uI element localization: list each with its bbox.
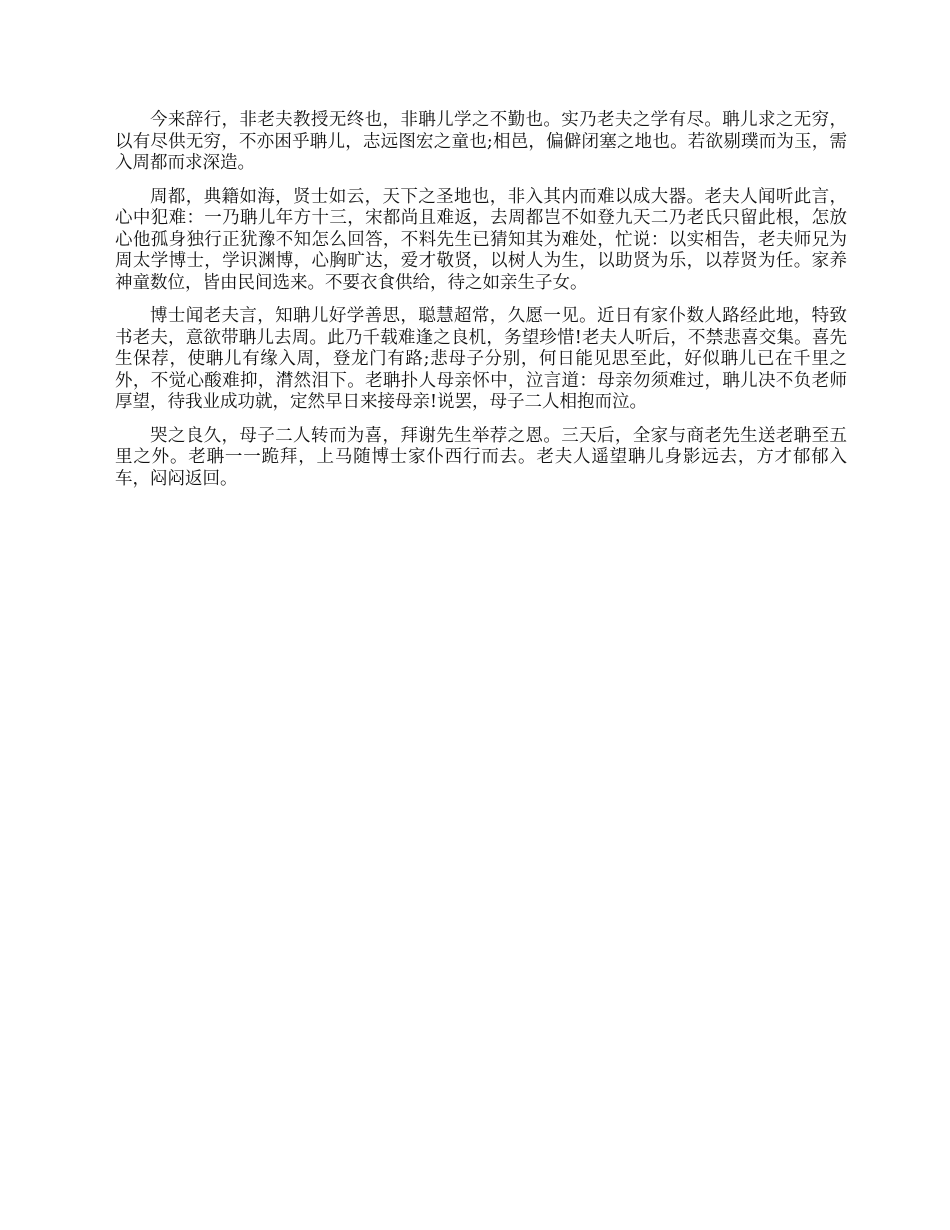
paragraph-4: 哭之良久，母子二人转而为喜，拜谢先生举荐之恩。三天后，全家与商老先生送老聃至五里之外。老聃一一跪拜，上马随博士家仆西行而去。老夫人遥望聃儿身影远去，方才郁郁入车，闷闷返回。 (115, 425, 847, 489)
document-body (115, 110, 847, 502)
paragraph-2: 周都，典籍如海，贤士如云，天下之圣地也，非入其内而难以成大器。老夫人闻听此言，心中犯难：一乃聃儿年方十三，宋都尚且难返，去周都岂不如登九天二乃老氏只留此根，怎放心他孤身独行正犹豫不知怎么回答，不料先生已猜知其为难处，忙说：以实相告，老夫师兄为周太学博士，学识渊博，心胸旷达，爱才敬贤，以树人为生，以助贤为乐，以荐贤为任。家养神童数位，皆由民间选来。不要衣食供给，待之如亲生子女。 (115, 186, 847, 293)
paragraph-1: 今来辞行，非老夫教授无终也，非聃儿学之不勤也。实乃老夫之学有尽。聃儿求之无穷，以有尽供无穷，不亦困乎聃儿，志远图宏之童也;相邑，偏僻闭塞之地也。若欲剔璞而为玉，需入周都而求深造。 (115, 110, 847, 173)
paragraph-3: 博士闻老夫言，知聃儿好学善思，聪慧超常，久愿一见。近日有家仆数人路经此地，特致书老夫，意欲带聃儿去周。此乃千载难逢之良机，务望珍惜!老夫人听后，不禁悲喜交集。喜先生保荐，使聃儿有缘入周，登龙门有路;悲母子分别，何日能见思至此，好似聃儿已在千里之外，不觉心酸难抑，潸然泪下。老聃扑人母亲怀中，泣言道：母亲勿须难过，聃儿决不负老师厚望，待我业成功就，定然早日来接母亲!说罢，母子二人相抱而泣。 (115, 306, 847, 412)
